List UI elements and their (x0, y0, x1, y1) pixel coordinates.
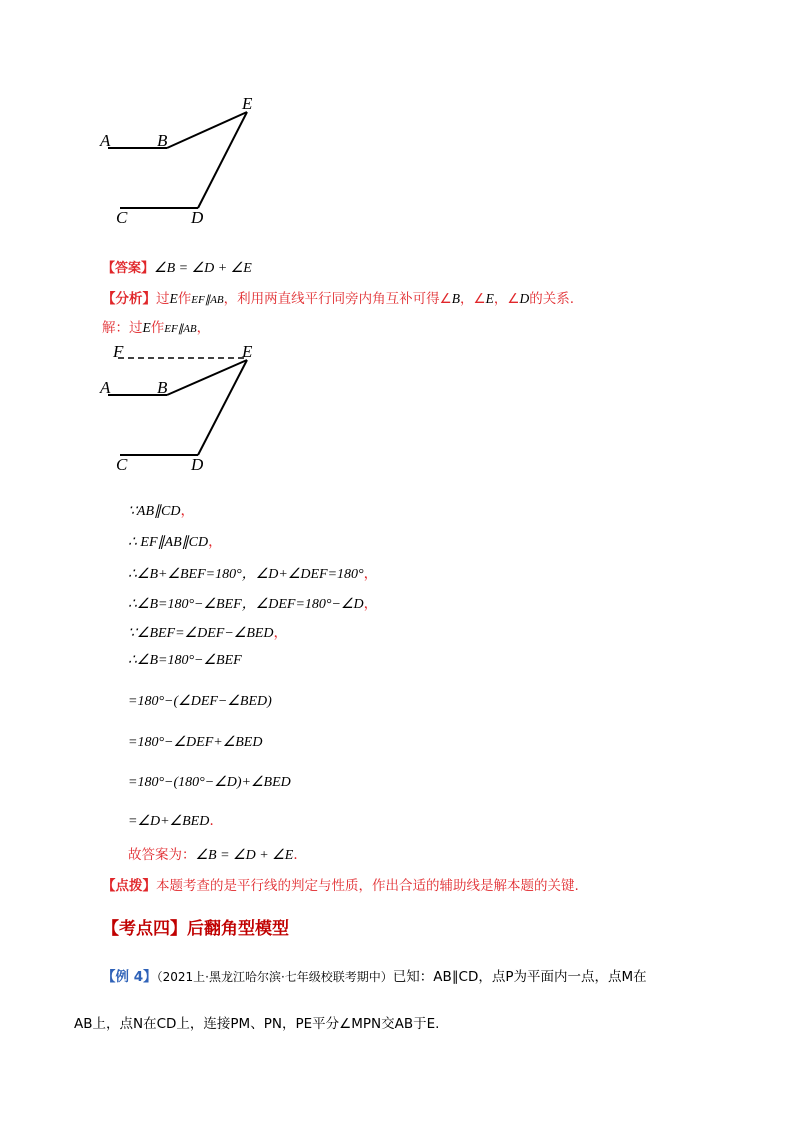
proof-text: =180°−∠DEF+∠BED (128, 735, 263, 750)
analysis-sep2: ，∠ (493, 291, 520, 307)
proof-text: ∴ EF∥AB∥CD (128, 535, 209, 550)
conclusion-line (128, 843, 298, 864)
analysis-tail: 的关系. (529, 291, 575, 307)
proof-line (128, 531, 222, 551)
proof-text: ∴∠B=180°−∠BEF (128, 653, 242, 668)
conclusion-pre: 故答案为： (128, 847, 196, 863)
analysis-e: E (169, 291, 178, 306)
analysis-sep1: ，∠ (460, 291, 486, 307)
analysis-text: ，利用两直线平行同旁内角互补可得∠ (223, 291, 452, 307)
proof-line (128, 734, 262, 751)
proof-text: ∵∠BEF=∠DEF−∠BED (128, 626, 274, 641)
proof-punct: . (209, 813, 214, 829)
analysis-d: D (519, 291, 530, 306)
proof-line (128, 813, 214, 830)
solution-e: E (142, 320, 151, 335)
example-source: （2021上·黑龙江哈尔滨·七年级校联考期中） (156, 970, 393, 984)
analysis-line (102, 287, 574, 307)
proof-text: ∴∠B=180°−∠BEF，∠DEF=180°−∠D (128, 597, 364, 612)
answer-tag: 【答案】 (102, 261, 155, 276)
label-e2: E (242, 342, 253, 361)
example-line-1 (102, 965, 647, 985)
example-line2-text: AB上，点N在CD上，连接PM、PN，PE平分∠MPN交AB于E. (74, 1016, 440, 1032)
conclusion-text: ∠B = ∠D + ∠E (195, 848, 294, 863)
proof-line (128, 774, 291, 791)
solution-mid: 作 (150, 320, 165, 336)
analysis-pre: 过 (156, 291, 170, 307)
analysis-b: B (451, 291, 460, 306)
proof-punct: ， (363, 566, 378, 582)
analysis-e2: E (485, 291, 494, 306)
dianbo-text: 本题考查的是平行线的判定与性质，作出合适的辅助线是解本题的关键. (156, 878, 579, 894)
label-d2: D (191, 455, 204, 474)
solution-lead: 解：过 (102, 320, 143, 336)
proof-line (128, 693, 272, 710)
solution-cond: EF∥AB (164, 323, 197, 335)
proof-text: =∠D+∠BED (128, 814, 210, 829)
analysis-mid: 作 (177, 291, 192, 307)
proof-line (128, 593, 378, 613)
answer-text: ∠B = ∠D + ∠E (154, 261, 252, 276)
proof-punct: ， (363, 596, 378, 612)
analysis-cond: EF∥AB (191, 294, 224, 306)
proof-punct: ， (208, 534, 223, 550)
proof-text: ∴∠B+∠BEF=180°，∠D+∠DEF=180° (128, 567, 364, 582)
proof-punct: ， (180, 503, 195, 519)
dianbo-line (102, 874, 579, 894)
label-a2: A (100, 378, 111, 397)
solution-line (102, 316, 210, 336)
label-b: B (157, 131, 168, 150)
label-c2: C (116, 455, 128, 474)
answer-line (102, 257, 252, 277)
solution-end: ， (196, 320, 211, 336)
label-a: A (100, 131, 111, 150)
analysis-tag: 【分析】 (102, 291, 156, 307)
label-d: D (191, 208, 204, 227)
proof-line (128, 500, 194, 520)
example-tag: 【例 4】 (102, 969, 157, 985)
label-e: E (242, 94, 253, 113)
proof-punct: ， (273, 625, 288, 641)
section-title: 【考点四】后翻角型模型 (102, 919, 289, 939)
proof-line (128, 652, 242, 669)
proof-line (128, 563, 378, 583)
example-line1-text: 已知：AB∥CD，点P为平面内一点，点M在 (392, 969, 647, 985)
conclusion-end: . (293, 847, 298, 863)
label-b2: B (157, 378, 168, 397)
label-f: F (113, 342, 124, 361)
proof-text: =180°−(∠DEF−∠BED) (128, 694, 272, 709)
example-line-2 (74, 1012, 439, 1032)
proof-line (128, 622, 288, 642)
proof-text: ∵AB∥CD (128, 504, 181, 519)
dianbo-tag: 【点拨】 (102, 878, 156, 894)
label-c: C (116, 208, 128, 227)
proof-text: =180°−(180°−∠D)+∠BED (128, 775, 291, 790)
